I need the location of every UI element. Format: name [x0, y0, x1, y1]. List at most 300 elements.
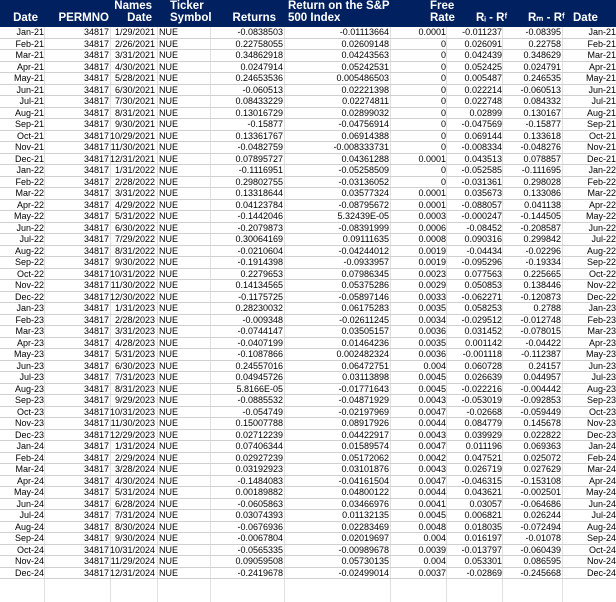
cell-excess-return-market[interactable]: 0.298028 — [523, 176, 561, 187]
cell-sp500-return[interactable]: 0.005486503 — [336, 73, 389, 83]
cell-date-repeat[interactable]: Jun-24 — [588, 498, 616, 509]
cell-returns[interactable]: 0.0247914 — [240, 61, 283, 72]
cell-date-repeat[interactable]: Sep-23 — [586, 395, 616, 405]
cell-excess-return-stock[interactable]: -0.000247 — [461, 211, 502, 221]
cell-sp500-return[interactable]: 0.06472751 — [341, 360, 389, 371]
cell-risk-free-rate[interactable]: 0 — [440, 142, 446, 152]
cell-names-date[interactable]: 12/31/2024 — [110, 567, 155, 578]
cell-permno[interactable]: 34817 — [83, 257, 109, 267]
cell-date[interactable]: Dec-23 — [14, 429, 44, 440]
cell-excess-return-market[interactable]: 0.086595 — [523, 556, 561, 566]
header-names-date-top[interactable]: Names — [114, 0, 152, 12]
cell-names-date[interactable]: 8/31/2022 — [114, 245, 155, 256]
cell-date[interactable]: Nov-23 — [14, 418, 44, 428]
cell-names-date[interactable]: 5/28/2021 — [114, 73, 155, 83]
cell-excess-return-stock[interactable]: 0.047521 — [464, 452, 502, 463]
cell-date[interactable]: Jul-24 — [19, 510, 44, 520]
cell-ticker[interactable]: NUE — [159, 349, 179, 359]
cell-sp500-return[interactable]: 0.002482324 — [336, 349, 389, 359]
cell-names-date[interactable]: 1/31/2024 — [114, 441, 155, 451]
header-ri-rf[interactable]: Rᵢ - Rᶠ — [476, 12, 508, 24]
header-permno[interactable]: PERMNO — [58, 12, 109, 24]
cell-sp500-return[interactable]: 0.05242531 — [341, 61, 389, 72]
cell-risk-free-rate[interactable]: 0.0036 — [418, 326, 446, 336]
cell-excess-return-stock[interactable]: 0.031452 — [464, 326, 502, 336]
cell-excess-return-market[interactable]: -0.072494 — [520, 521, 561, 532]
cell-sp500-return[interactable]: 0.02019697 — [341, 533, 389, 543]
cell-excess-return-stock[interactable]: -0.011237 — [462, 27, 502, 37]
cell-excess-return-market[interactable]: -0.002501 — [520, 487, 561, 497]
cell-excess-return-market[interactable]: -0.060439 — [520, 544, 561, 555]
cell-date[interactable]: Jan-22 — [16, 165, 44, 175]
cell-permno[interactable]: 34817 — [83, 268, 109, 279]
cell-risk-free-rate[interactable]: 0.0037 — [418, 567, 446, 578]
cell-sp500-return[interactable]: 0.03466976 — [341, 498, 389, 509]
cell-returns[interactable]: -0.0605863 — [237, 498, 283, 509]
cell-sp500-return[interactable]: -0.04871929 — [338, 395, 389, 405]
cell-date[interactable]: Apr-23 — [16, 337, 44, 348]
cell-excess-return-market[interactable]: -0.02296 — [525, 245, 561, 256]
cell-excess-return-stock[interactable]: 0.018035 — [464, 521, 502, 532]
cell-excess-return-market[interactable]: -0.153108 — [520, 475, 561, 486]
cell-excess-return-market[interactable]: 0.044957 — [523, 372, 561, 382]
cell-excess-return-market[interactable]: 0.024791 — [523, 61, 561, 72]
cell-excess-return-stock[interactable]: -0.095296 — [461, 257, 502, 267]
cell-names-date[interactable]: 5/31/2022 — [114, 211, 155, 221]
cell-permno[interactable]: 34817 — [83, 245, 109, 256]
cell-ticker[interactable]: NUE — [159, 303, 179, 313]
cell-ticker[interactable]: NUE — [159, 441, 179, 451]
cell-risk-free-rate[interactable]: 0.004 — [423, 360, 446, 371]
cell-date-repeat[interactable]: Apr-24 — [588, 475, 616, 486]
cell-returns[interactable]: -0.009348 — [242, 314, 283, 325]
cell-ticker[interactable]: NUE — [159, 521, 179, 532]
cell-permno[interactable]: 34817 — [83, 153, 109, 164]
cell-risk-free-rate[interactable]: 0.0047 — [418, 475, 446, 486]
cell-date-repeat[interactable]: Oct-23 — [588, 406, 616, 417]
cell-sp500-return[interactable]: 0.01589574 — [341, 441, 389, 451]
cell-ticker[interactable]: NUE — [159, 429, 179, 440]
cell-date-repeat[interactable]: Aug-23 — [586, 383, 616, 394]
cell-names-date[interactable]: 10/31/2023 — [110, 406, 155, 417]
cell-date[interactable]: Oct-24 — [16, 544, 44, 555]
cell-ticker[interactable]: NUE — [159, 406, 179, 417]
cell-risk-free-rate[interactable]: 0.0036 — [418, 349, 446, 359]
cell-ticker[interactable]: NUE — [159, 464, 179, 474]
cell-excess-return-stock[interactable]: 0.03057 — [469, 498, 502, 509]
cell-excess-return-stock[interactable]: -0.062271 — [461, 291, 502, 302]
cell-ticker[interactable]: NUE — [159, 280, 179, 290]
cell-excess-return-stock[interactable]: -0.047569 — [461, 119, 502, 129]
cell-risk-free-rate[interactable]: 0.0047 — [418, 406, 446, 417]
cell-risk-free-rate[interactable]: 0 — [440, 165, 446, 175]
cell-excess-return-market[interactable]: 0.130167 — [523, 107, 561, 118]
cell-ticker[interactable]: NUE — [159, 418, 179, 428]
cell-ticker[interactable]: NUE — [159, 130, 179, 141]
cell-sp500-return[interactable]: 5.32439E-05 — [337, 211, 389, 221]
cell-returns[interactable]: 0.02712239 — [235, 429, 283, 440]
cell-excess-return-market[interactable]: -0.012748 — [520, 314, 561, 325]
cell-permno[interactable]: 34817 — [83, 314, 109, 325]
cell-ticker[interactable]: NUE — [159, 510, 179, 520]
cell-date[interactable]: Nov-24 — [14, 556, 44, 566]
header-ticker-bottom[interactable]: Symbol — [170, 12, 212, 24]
cell-date-repeat[interactable]: Nov-24 — [586, 556, 616, 566]
cell-excess-return-market[interactable]: 0.24157 — [528, 360, 561, 371]
cell-excess-return-stock[interactable]: 0.016197 — [464, 533, 502, 543]
cell-date[interactable]: Feb-24 — [15, 452, 44, 463]
cell-excess-return-market[interactable]: -0.112387 — [521, 349, 561, 359]
cell-ticker[interactable]: NUE — [159, 61, 179, 72]
cell-risk-free-rate[interactable]: 0.0048 — [418, 521, 446, 532]
cell-returns[interactable]: 0.15007788 — [235, 418, 283, 428]
cell-excess-return-market[interactable]: 0.027629 — [523, 464, 561, 474]
cell-date[interactable]: Mar-21 — [15, 50, 44, 60]
cell-sp500-return[interactable]: -0.008333731 — [333, 142, 389, 152]
cell-date[interactable]: Aug-22 — [14, 245, 44, 256]
header-rm-rf[interactable]: Rₘ - Rᶠ — [528, 12, 565, 24]
cell-date-repeat[interactable]: Oct-22 — [588, 268, 616, 279]
cell-ticker[interactable]: NUE — [159, 50, 179, 60]
cell-permno[interactable]: 34817 — [83, 84, 109, 95]
cell-ticker[interactable]: NUE — [159, 326, 179, 336]
cell-ticker[interactable]: NUE — [159, 107, 179, 118]
cell-date[interactable]: Feb-21 — [15, 38, 44, 49]
cell-excess-return-market[interactable]: -0.208587 — [520, 222, 561, 233]
cell-date[interactable]: Aug-23 — [14, 383, 44, 394]
cell-date[interactable]: Jan-23 — [16, 303, 44, 313]
cell-permno[interactable]: 34817 — [83, 521, 109, 532]
cell-ticker[interactable]: NUE — [159, 383, 179, 394]
cell-sp500-return[interactable]: -0.0933957 — [343, 257, 389, 267]
cell-permno[interactable]: 34817 — [83, 130, 109, 141]
cell-permno[interactable]: 34817 — [83, 291, 109, 302]
cell-ticker[interactable]: NUE — [159, 475, 179, 486]
cell-risk-free-rate[interactable]: 0.0006 — [418, 222, 446, 233]
cell-excess-return-market[interactable]: 0.246535 — [523, 73, 561, 83]
cell-returns[interactable]: 5.8166E-05 — [236, 383, 283, 394]
cell-names-date[interactable]: 9/30/2022 — [114, 257, 155, 267]
cell-sp500-return[interactable]: 0.01464236 — [341, 337, 389, 348]
cell-sp500-return[interactable]: 0.09111635 — [342, 234, 389, 244]
cell-returns[interactable]: 0.29802755 — [235, 176, 283, 187]
cell-names-date[interactable]: 1/31/2023 — [114, 303, 155, 313]
cell-names-date[interactable]: 6/30/2021 — [114, 84, 155, 95]
cell-date[interactable]: May-22 — [13, 211, 44, 221]
cell-date-repeat[interactable]: Nov-21 — [586, 142, 616, 152]
cell-returns[interactable]: -0.0407199 — [237, 337, 283, 348]
cell-ticker[interactable]: NUE — [159, 119, 179, 129]
cell-date[interactable]: Jul-21 — [19, 96, 44, 106]
cell-names-date[interactable]: 6/30/2022 — [114, 222, 155, 233]
cell-date[interactable]: Mar-24 — [15, 464, 44, 474]
cell-excess-return-market[interactable]: -0.078015 — [520, 326, 561, 336]
cell-ticker[interactable]: NUE — [159, 38, 179, 49]
cell-date[interactable]: Apr-24 — [16, 475, 44, 486]
cell-risk-free-rate[interactable]: 0.0029 — [418, 280, 446, 290]
cell-names-date[interactable]: 3/31/2022 — [114, 188, 155, 198]
cell-returns[interactable]: 0.03074393 — [235, 510, 283, 520]
cell-date[interactable]: Sep-21 — [14, 119, 44, 129]
cell-permno[interactable]: 34817 — [83, 556, 109, 566]
cell-sp500-return[interactable]: -0.01113664 — [339, 27, 389, 37]
cell-returns[interactable]: 0.24653536 — [235, 73, 283, 83]
cell-excess-return-market[interactable]: -0.144505 — [520, 211, 561, 221]
cell-ticker[interactable]: NUE — [159, 544, 179, 555]
cell-excess-return-stock[interactable]: 0.058253 — [464, 303, 502, 313]
cell-excess-return-stock[interactable]: 0.052425 — [464, 61, 502, 72]
cell-permno[interactable]: 34817 — [83, 234, 109, 244]
cell-returns[interactable]: -0.060513 — [242, 84, 283, 95]
cell-risk-free-rate[interactable]: 0.0003 — [418, 211, 446, 221]
cell-risk-free-rate[interactable]: 0.0039 — [418, 544, 446, 555]
cell-date-repeat[interactable]: Apr-21 — [588, 61, 616, 72]
cell-permno[interactable]: 34817 — [83, 73, 109, 83]
cell-date[interactable]: May-21 — [13, 73, 44, 83]
cell-ticker[interactable]: NUE — [159, 165, 179, 175]
cell-permno[interactable]: 34817 — [83, 533, 109, 543]
cell-sp500-return[interactable]: 0.02283469 — [341, 521, 389, 532]
cell-date[interactable]: Jun-22 — [16, 222, 44, 233]
cell-date-repeat[interactable]: Jun-23 — [588, 360, 616, 371]
cell-date-repeat[interactable]: Jul-21 — [591, 96, 616, 106]
cell-sp500-return[interactable]: 0.03101876 — [341, 464, 389, 474]
cell-names-date[interactable]: 2/28/2022 — [114, 176, 155, 187]
cell-risk-free-rate[interactable]: 0 — [440, 61, 446, 72]
cell-returns[interactable]: -0.0885532 — [237, 395, 283, 405]
cell-ticker[interactable]: NUE — [159, 73, 179, 83]
cell-date[interactable]: Nov-22 — [14, 280, 44, 290]
cell-risk-free-rate[interactable]: 0.004 — [423, 556, 446, 566]
cell-ticker[interactable]: NUE — [159, 533, 179, 543]
header-names-date-bottom[interactable]: Date — [127, 12, 152, 24]
cell-excess-return-stock[interactable]: -0.022216 — [461, 383, 502, 394]
cell-risk-free-rate[interactable]: 0.0019 — [418, 245, 446, 256]
cell-date-repeat[interactable]: May-23 — [585, 349, 616, 359]
cell-returns[interactable]: -0.2079873 — [237, 222, 283, 233]
cell-permno[interactable]: 34817 — [83, 27, 109, 37]
cell-excess-return-stock[interactable]: 0.026091 — [464, 38, 502, 49]
header-rf-bottom[interactable]: Rate — [430, 12, 455, 24]
cell-sp500-return[interactable]: 0.02274811 — [342, 96, 389, 106]
cell-excess-return-stock[interactable]: 0.043621 — [464, 487, 502, 497]
cell-names-date[interactable]: 6/30/2023 — [114, 360, 155, 371]
cell-names-date[interactable]: 11/29/2024 — [110, 556, 155, 566]
cell-risk-free-rate[interactable]: 0.0001 — [418, 199, 446, 210]
cell-ticker[interactable]: NUE — [159, 360, 179, 371]
cell-ticker[interactable]: NUE — [159, 291, 179, 302]
cell-returns[interactable]: 0.2279653 — [240, 268, 283, 279]
cell-excess-return-market[interactable]: 0.2788 — [533, 303, 561, 313]
cell-ticker[interactable]: NUE — [159, 211, 179, 221]
header-date[interactable]: Date — [13, 12, 38, 24]
cell-risk-free-rate[interactable]: 0 — [440, 107, 446, 118]
cell-excess-return-stock[interactable]: -0.02668 — [466, 406, 502, 417]
cell-returns[interactable]: -0.0565335 — [237, 544, 283, 555]
cell-excess-return-market[interactable]: -0.04422 — [525, 337, 561, 348]
cell-excess-return-stock[interactable]: 0.043513 — [464, 153, 502, 164]
cell-excess-return-stock[interactable]: 0.050853 — [464, 280, 502, 290]
header-rf-top[interactable]: Free — [430, 0, 455, 12]
cell-date-repeat[interactable]: Apr-22 — [588, 199, 616, 210]
cell-sp500-return[interactable]: 0.04800122 — [341, 487, 389, 497]
cell-returns[interactable]: -0.1175725 — [238, 291, 283, 302]
cell-sp500-return[interactable]: 0.01132135 — [342, 510, 389, 520]
cell-excess-return-stock[interactable]: -0.008334 — [461, 142, 502, 152]
cell-permno[interactable]: 34817 — [83, 429, 109, 440]
cell-names-date[interactable]: 4/30/2021 — [114, 61, 155, 72]
cell-returns[interactable]: 0.22758055 — [235, 38, 283, 49]
cell-excess-return-stock[interactable]: 0.039929 — [464, 429, 502, 440]
cell-sp500-return[interactable]: 0.08917926 — [341, 418, 389, 428]
cell-excess-return-market[interactable]: 0.348629 — [523, 50, 561, 60]
header-returns[interactable]: Returns — [232, 12, 276, 24]
cell-returns[interactable]: 0.34862918 — [235, 50, 283, 60]
cell-returns[interactable]: 0.00189882 — [235, 487, 283, 497]
cell-names-date[interactable]: 11/30/2023 — [110, 418, 155, 428]
cell-date[interactable]: Oct-23 — [16, 406, 44, 417]
cell-ticker[interactable]: NUE — [159, 222, 179, 233]
cell-date-repeat[interactable]: May-21 — [585, 73, 616, 83]
cell-date-repeat[interactable]: Dec-21 — [586, 153, 616, 164]
cell-excess-return-market[interactable]: 0.133618 — [523, 130, 561, 141]
cell-date[interactable]: Feb-22 — [15, 176, 44, 187]
cell-names-date[interactable]: 9/29/2023 — [114, 395, 155, 405]
cell-returns[interactable]: 0.09059508 — [235, 556, 283, 566]
cell-excess-return-market[interactable]: 0.145678 — [523, 418, 561, 428]
cell-excess-return-stock[interactable]: 0.001142 — [465, 337, 502, 348]
cell-names-date[interactable]: 12/31/2021 — [110, 153, 155, 164]
header-ticker-top[interactable]: Ticker — [170, 0, 204, 12]
cell-returns[interactable]: -0.1087866 — [237, 349, 283, 359]
cell-date[interactable]: Dec-24 — [14, 567, 44, 578]
cell-returns[interactable]: 0.13318644 — [235, 188, 283, 198]
cell-date[interactable]: Apr-22 — [16, 199, 44, 210]
cell-excess-return-stock[interactable]: 0.090316 — [464, 234, 502, 244]
cell-excess-return-stock[interactable]: 0.042439 — [464, 50, 502, 60]
cell-date-repeat[interactable]: Nov-22 — [586, 280, 616, 290]
cell-risk-free-rate[interactable]: 0.0043 — [418, 429, 446, 440]
cell-names-date[interactable]: 1/31/2022 — [114, 165, 155, 175]
cell-excess-return-stock[interactable]: -0.001118 — [462, 349, 502, 359]
cell-risk-free-rate[interactable]: 0 — [440, 176, 446, 187]
cell-sp500-return[interactable]: 0.03113898 — [342, 372, 389, 382]
cell-excess-return-stock[interactable]: -0.088057 — [461, 199, 502, 210]
cell-ticker[interactable]: NUE — [159, 84, 179, 95]
cell-returns[interactable]: -0.0838503 — [237, 27, 283, 37]
cell-sp500-return[interactable]: 0.06914388 — [341, 130, 389, 141]
cell-excess-return-stock[interactable]: 0.02899 — [469, 107, 502, 118]
cell-date[interactable]: May-23 — [13, 349, 44, 359]
cell-ticker[interactable]: NUE — [159, 234, 179, 244]
cell-excess-return-stock[interactable]: 0.069144 — [464, 130, 502, 141]
cell-date[interactable]: Sep-24 — [14, 533, 44, 543]
cell-risk-free-rate[interactable]: 0.0047 — [418, 441, 446, 451]
cell-excess-return-market[interactable]: 0.133086 — [523, 188, 561, 198]
cell-permno[interactable]: 34817 — [83, 199, 109, 210]
cell-names-date[interactable]: 4/28/2023 — [114, 337, 155, 348]
cell-excess-return-market[interactable]: 0.041138 — [524, 199, 561, 210]
cell-returns[interactable]: -0.0676936 — [237, 521, 283, 532]
cell-names-date[interactable]: 8/31/2023 — [114, 383, 155, 394]
cell-permno[interactable]: 34817 — [83, 96, 109, 106]
cell-date-repeat[interactable]: Aug-22 — [586, 245, 616, 256]
cell-excess-return-market[interactable]: -0.060513 — [520, 84, 561, 95]
cell-date[interactable]: Sep-22 — [14, 257, 44, 267]
cell-sp500-return[interactable]: 0.06175283 — [341, 303, 389, 313]
cell-returns[interactable]: 0.13016729 — [235, 107, 283, 118]
cell-returns[interactable]: -0.0210604 — [237, 245, 283, 256]
cell-ticker[interactable]: NUE — [159, 199, 179, 210]
cell-permno[interactable]: 34817 — [83, 280, 109, 290]
cell-risk-free-rate[interactable]: 0 — [440, 96, 446, 106]
cell-risk-free-rate[interactable]: 0.0042 — [418, 452, 446, 463]
cell-sp500-return[interactable]: 0.02899032 — [341, 107, 389, 118]
cell-risk-free-rate[interactable]: 0.0008 — [418, 234, 446, 244]
cell-excess-return-stock[interactable]: 0.011196 — [465, 441, 502, 451]
cell-names-date[interactable]: 10/31/2022 — [110, 268, 155, 279]
cell-ticker[interactable]: NUE — [159, 372, 179, 382]
cell-names-date[interactable]: 1/29/2021 — [114, 27, 155, 37]
cell-sp500-return[interactable]: 0.04422917 — [341, 429, 389, 440]
cell-ticker[interactable]: NUE — [159, 314, 179, 325]
cell-risk-free-rate[interactable]: 0.0045 — [418, 372, 446, 382]
cell-names-date[interactable]: 7/29/2022 — [114, 234, 155, 244]
cell-excess-return-stock[interactable]: 0.026639 — [464, 372, 502, 382]
cell-date-repeat[interactable]: Jul-23 — [591, 372, 616, 382]
cell-excess-return-market[interactable]: -0.092853 — [520, 395, 561, 405]
cell-risk-free-rate[interactable]: 0.0035 — [418, 337, 446, 348]
cell-names-date[interactable]: 9/30/2021 — [114, 119, 155, 129]
cell-ticker[interactable]: NUE — [159, 498, 179, 509]
cell-date[interactable]: Aug-21 — [14, 107, 44, 118]
cell-risk-free-rate[interactable]: 0.0019 — [418, 257, 446, 267]
cell-returns[interactable]: -0.1484083 — [237, 475, 283, 486]
cell-date-repeat[interactable]: Sep-21 — [586, 119, 616, 129]
cell-ticker[interactable]: NUE — [159, 556, 179, 566]
cell-ticker[interactable]: NUE — [159, 142, 179, 152]
cell-sp500-return[interactable]: -0.05258509 — [338, 165, 389, 175]
cell-risk-free-rate[interactable]: 0.0001 — [418, 27, 446, 37]
cell-risk-free-rate[interactable]: 0 — [440, 84, 446, 95]
cell-permno[interactable]: 34817 — [83, 452, 109, 463]
cell-date-repeat[interactable]: Feb-22 — [587, 176, 616, 187]
cell-excess-return-stock[interactable]: -0.04434 — [466, 245, 502, 256]
cell-names-date[interactable]: 5/31/2023 — [114, 349, 155, 359]
cell-date-repeat[interactable]: Aug-24 — [586, 521, 616, 532]
cell-permno[interactable]: 34817 — [83, 38, 109, 49]
cell-returns[interactable]: -0.0744147 — [237, 326, 283, 336]
cell-excess-return-market[interactable]: 0.026244 — [523, 510, 561, 520]
cell-date-repeat[interactable]: May-24 — [585, 487, 616, 497]
cell-date[interactable]: Sep-23 — [14, 395, 44, 405]
cell-date-repeat[interactable]: Jan-24 — [588, 441, 616, 451]
cell-date-repeat[interactable]: Jun-22 — [588, 222, 616, 233]
cell-permno[interactable]: 34817 — [83, 188, 109, 198]
cell-permno[interactable]: 34817 — [83, 211, 109, 221]
cell-risk-free-rate[interactable]: 0.0045 — [418, 383, 446, 394]
cell-permno[interactable]: 34817 — [83, 487, 109, 497]
cell-names-date[interactable]: 3/28/2024 — [114, 464, 155, 474]
cell-date-repeat[interactable]: Jun-21 — [588, 84, 616, 95]
cell-excess-return-market[interactable]: -0.120873 — [520, 291, 561, 302]
cell-risk-free-rate[interactable]: 0.0033 — [418, 291, 446, 302]
cell-excess-return-market[interactable]: -0.004442 — [520, 383, 561, 394]
cell-date-repeat[interactable]: Sep-24 — [586, 533, 616, 543]
cell-returns[interactable]: 0.13361767 — [235, 130, 283, 141]
cell-returns[interactable]: 0.07406344 — [235, 441, 283, 451]
cell-date[interactable]: May-24 — [13, 487, 44, 497]
